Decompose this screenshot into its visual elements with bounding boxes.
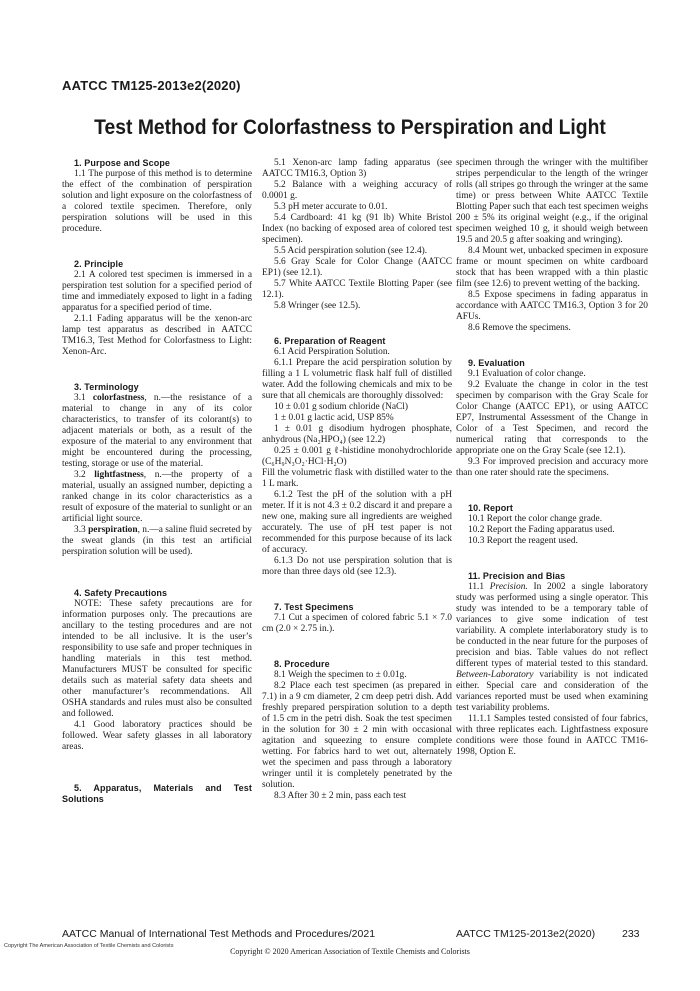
section-heading-10: 10. Report <box>468 503 514 513</box>
section-heading-4: 4. Safety Precautions <box>74 588 168 598</box>
paragraph: 9.2 Evaluate the change in color in the test specimen by comparison with the Gray Scale for Color Change (AATCC EP1), or using AATCC EP7, Instrumental Assessment of the Change in Color of a Test Specimen, and record the numerical rating that corresponds to the appropriate one on the Gray Scale (see 12.1). <box>456 380 648 456</box>
safety-note: NOTE: These safety precautions are for information purposes only. The precautions are ancillary to the testing procedures and are not intended to be all inclusive. It is the user’s responsibility to use safe and proper techniques in handling materials in this test method. Manufacturers MUST be consulted for specific details such as material safety data sheets and other manufacturer’s recommendations. All OSHA standards and rules must also be consulted and followed. <box>62 599 252 719</box>
section-heading-9: 9. Evaluation <box>468 358 525 368</box>
section-heading-3: 3. Terminology <box>74 382 139 392</box>
chemical-item: 1 ± 0.01 g lactic acid, USP 85% <box>274 413 394 423</box>
paragraph: 11.1 Precision. In 2002 a single laboratory study was performed using a single operator. This study was intended to be a temporary table of variances to give some indication of test variability. A complete interlaboratory study is to be conducted in the near future for the purposes of precision and bias. Table values do not reflect different types of material tested to this standard. Between-Laboratory variability is not indicated either. Special care and consideration of the variances reported must be used when examining test variability problems. <box>456 582 649 713</box>
paragraph: 6.1.1 Prepare the acid perspiration solution by filling a 1 L volumetric flask half full of distilled water. Add the following chemicals and mix to be sure that all chemicals are thoroughly dissolved: <box>262 358 452 401</box>
paragraph: 4.1 Good laboratory practices should be followed. Wear safety glasses in all laboratory areas. <box>62 720 252 752</box>
paragraph: 9.3 For improved precision and accuracy more than one rater should rate the specimens. <box>456 457 648 478</box>
definition-colorfastness: 3.1 colorfastness, n.—the resistance of a material to change in any of its color characteristics, to transfer of its colorant(s) to adjacent materials or both, as a result of the exposure of the material to any environment that might be encountered during the processing, testing, storage or use of the material. <box>62 393 253 469</box>
paragraph: 7.1 Cut a specimen of colored fabric 5.1 × 7.0 cm (2.0 × 2.75 in.). <box>262 613 452 634</box>
footer-doc-id: AATCC TM125-2013e2(2020) <box>456 928 596 940</box>
chemical-item: 10 ± 0.01 g sodium chloride (NaCl) <box>274 402 409 412</box>
paragraph: Fill the volumetric flask with distilled water to the 1 L mark. <box>262 468 452 489</box>
paragraph: 5.8 Wringer (see 12.5). <box>274 301 361 311</box>
paragraph: 5.6 Gray Scale for Color Change (AATCC EP1) (see 12.1). <box>262 257 452 278</box>
paragraph: 5.2 Balance with a weighing accuracy of 0.0001 g. <box>262 180 452 201</box>
paragraph: 8.2 Place each test specimen (as prepared in 7.1) in a 9 cm diameter, 2 cm deep petri dish. Add freshly prepared perspiration solution to a depth of 1.5 cm in the petri dish. Soak the test specimen in the solution for 30 ± 2 min with occasional agitation and squeezing to ensure complete wetting. For fabrics hard to wet out, alternately wet the specimen and pass through a laboratory wringer until it is completely penetrated by the solution. <box>262 681 452 790</box>
paragraph: 6.1.2 Test the pH of the solution with a pH meter. If it is not 4.3 ± 0.2 discard it and prepare a new one, making sure all ingredients are weighed accurately. The use of pH test paper is not recommended for this purpose because of its lack of accuracy. <box>262 490 452 555</box>
paragraph: 2.1 A colored test specimen is immersed in a perspiration test solution for a specified period of time and immediately exposed to light in a fading apparatus for a specified period of time. <box>62 270 252 313</box>
paragraph: 9.1 Evaluation of color change. <box>468 369 586 379</box>
chemical-item: 1 ± 0.01 g disodium hydrogen phosphate, anhydrous (Na₂HPO₄) (see 12.2) <box>262 424 452 445</box>
document-id-header: AATCC TM125-2013e2(2020) <box>62 78 241 93</box>
column-2 <box>262 158 452 802</box>
page-number: 233 <box>622 928 640 940</box>
section-heading-11: 11. Precision and Bias <box>468 571 566 581</box>
section-heading-8: 8. Procedure <box>274 659 330 669</box>
copyright-notice: Copyright © 2020 American Association of Textile Chemists and Colorists <box>230 947 470 956</box>
paragraph: 6.1.3 Do not use perspiration solution that is more than three days old (see 12.3). <box>262 556 452 577</box>
paragraph: 10.2 Report the Fading apparatus used. <box>468 525 615 535</box>
paragraph: 6.1 Acid Perspiration Solution. <box>274 347 390 357</box>
paragraph: 10.3 Report the reagent used. <box>468 536 578 546</box>
copyright-small: Copyright The American Association of Textile Chemists and Colorists <box>4 943 174 949</box>
section-heading-1: 1. Purpose and Scope <box>74 158 171 168</box>
section-heading-2: 2. Principle <box>74 259 124 269</box>
paragraph: 5.4 Cardboard: 41 kg (91 lb) White Bristol Index (no backing of exposed area of colored test specimen). <box>262 213 452 245</box>
paragraph: 5.7 White AATCC Textile Blotting Paper (see 12.1). <box>262 279 452 300</box>
definition-lightfastness: 3.2 lightfastness, n.—the property of a material, usually an assigned number, depicting a ranked change in its color characteristics as a result of exposure of the material to sunlight or an artificial light source. <box>62 470 253 524</box>
paragraph: 5.3 pH meter accurate to 0.01. <box>274 202 388 212</box>
paragraph: 5.1 Xenon-arc lamp fading apparatus (see AATCC TM16.3, Option 3) <box>262 158 452 179</box>
column-1 <box>62 158 252 805</box>
column-3 <box>456 158 648 758</box>
paragraph: 2.1.1 Fading apparatus will be the xenon-arc lamp test apparatus as described in AATCC TM16.3, Test Method for Colorfastness to Light: Xenon-Arc. <box>62 314 252 357</box>
paragraph: specimen through the wringer with the multifiber stripes perpendicular to the length of the wringer rolls (all stripes go through the wringer at the same time) or press between White AATCC Textile Blotting Paper such that each test specimen weighs 200 ± 5% its original weight (e.g., if the original specimen weighed 10 g, it should weigh between 19.5 and 20.5 g after soaking and wringing). <box>456 158 648 245</box>
paragraph: 1.1 The purpose of this method is to determine the effect of the combination of perspiration solution and light exposure on the colorfastness of a colored textile specimen. Therefore, only perspiration solutions will be used in this procedure. <box>62 169 252 234</box>
paragraph: 11.1.1 Samples tested consisted of four fabrics, with three replicates each. Lightfastness exposure conditions were those found in AATCC TM16-1998, Option E. <box>456 714 648 757</box>
paragraph: 8.1 Weigh the specimen to ± 0.01g. <box>274 670 407 680</box>
paragraph: 8.3 After 30 ± 2 min, pass each test <box>274 791 407 801</box>
paragraph: 8.5 Expose specimens in fading apparatus in accordance with AATCC TM16.3, Option 3 for 20 AFUs. <box>456 290 648 322</box>
section-heading-6: 6. Preparation of Reagent <box>274 336 386 346</box>
chemical-item: 0.25 ± 0.001 g ℓ-histidine monohydrochloride (C₆H₉N₃O₂·HCl·H₂O) <box>262 446 452 467</box>
paragraph: 8.4 Mount wet, unbacked specimen in exposure frame or mount specimen on white cardboard stock that has been wrapped with a thin plastic film (see 12.6) to prevent wetting of the backing. <box>456 246 648 289</box>
paragraph: 8.6 Remove the specimens. <box>468 323 571 333</box>
paragraph: 5.5 Acid perspiration solution (see 12.4). <box>274 246 428 256</box>
paragraph: 10.1 Report the color change grade. <box>468 514 603 524</box>
section-heading-7: 7. Test Specimens <box>274 602 354 612</box>
page-title: Test Method for Colorfastness to Perspiration and Light <box>94 116 606 139</box>
footer-manual-title: AATCC Manual of International Test Methods and Procedures/2021 <box>62 928 376 940</box>
definition-perspiration: 3.3 perspiration, n.—a saline fluid secreted by the sweat glands (in this test an artificial perspiration solution will be used). <box>62 525 252 557</box>
section-heading-5: 5. Apparatus, Materials and Test Solutions <box>62 783 252 804</box>
